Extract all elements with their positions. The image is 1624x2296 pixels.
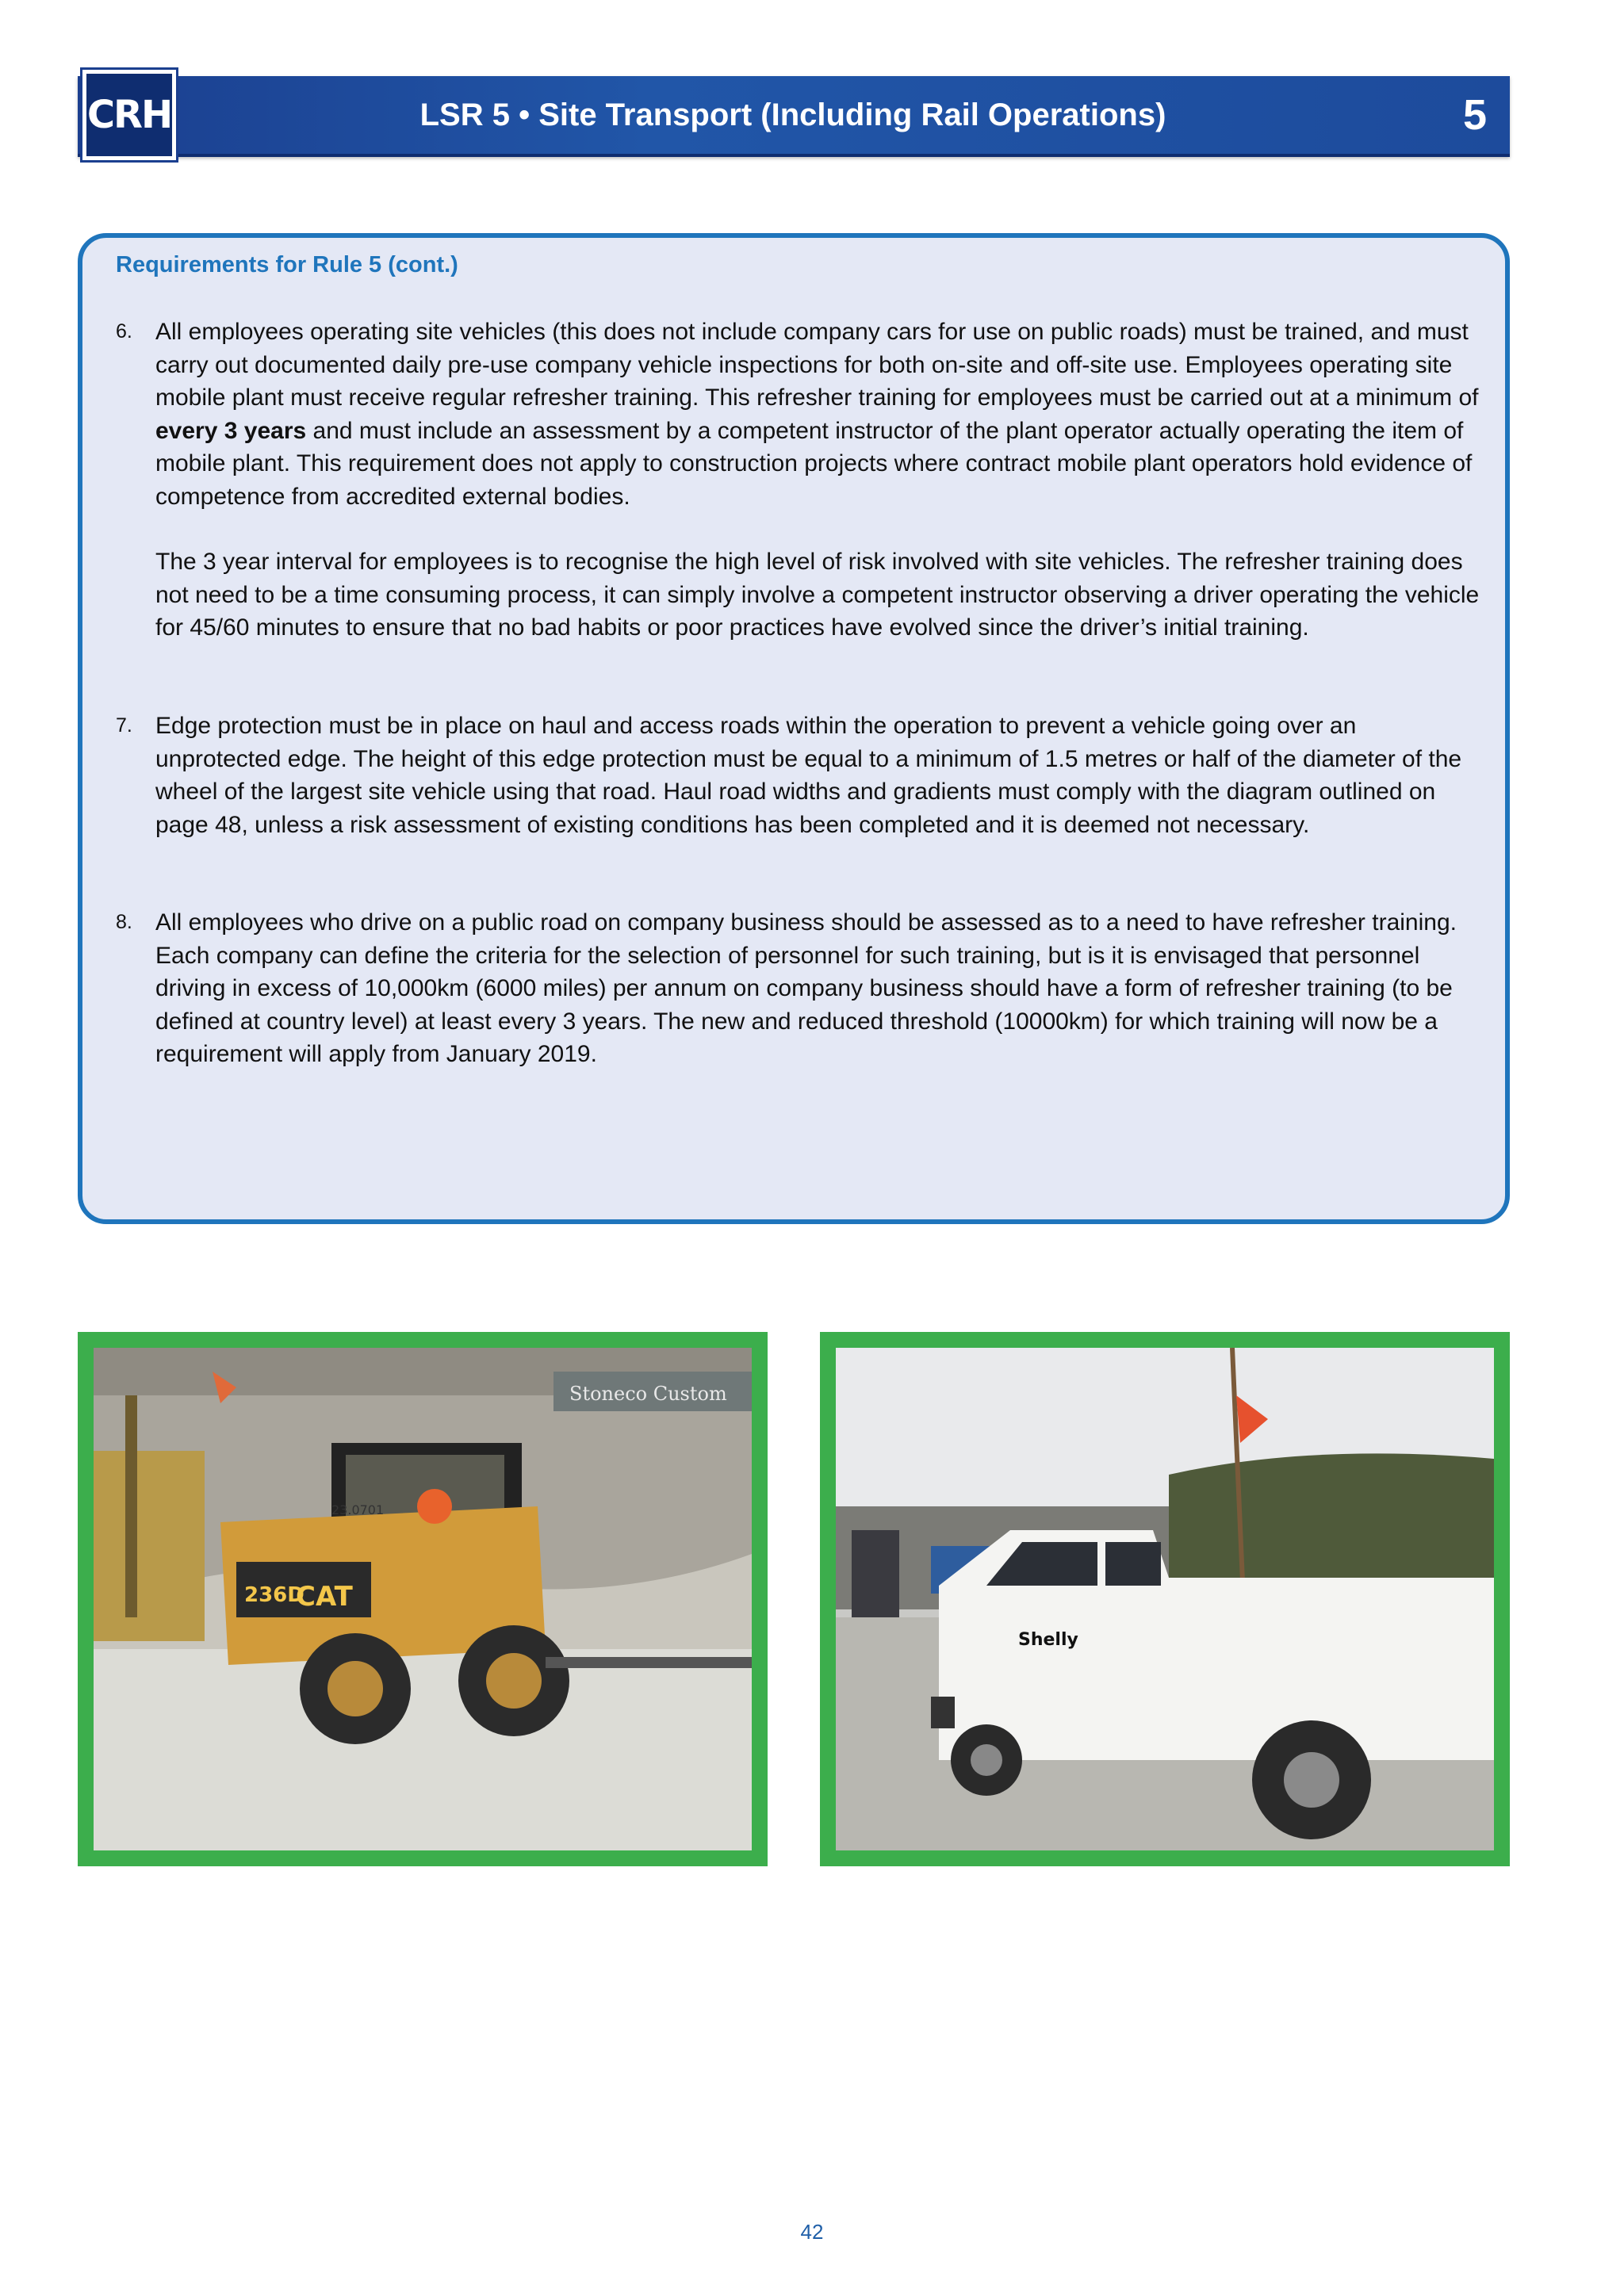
requirement-item-6 <box>116 316 1480 513</box>
requirement-item-6-note: The 3 year interval for employees is to recognise the high level of risk involved with site vehicles. The refresher training does not need to be a time consuming process, it can simply involve a competent instructor observing a driver operating the vehicle for 45/60 minutes to ensure that no bad habits or poor practices have evolved since the driver’s initial training. <box>155 549 1480 641</box>
item-text: Edge protection must be in place on haul and access roads within the operation to prevent a vehicle going over an unprotected edge. The height of this edge protection must be equal to a minimum of 1.5 metres or half of the diameter of the wheel of the largest site vehicle using that road. Haul road widths and gradients must comply with the diagram outlined on page 48, unless a risk assessment of existing conditions has been completed and it is deemed not necessary. <box>155 713 1462 838</box>
model-text: 236D <box>244 1583 304 1607</box>
unit-number: 23.0701 <box>331 1502 385 1517</box>
page-title: LSR 5 • Site Transport (Including Rail Operations) <box>419 97 1166 132</box>
item-text: All employees operating site vehicles (this does not include company cars for use on public roads) must be trained, and must carry out documented daily pre-use company vehicle inspections for both on-site and off-site use. Employees operating site mobile plant must receive regular refresher training. This refresher training for employees must be carried out at a minimum of every 3 years and must include an assessment by a competent instructor of the plant operator actually operating the item of mobile plant. This requirement does not apply to construction projects where contract mobile plant operators hold evidence of competence from accredited external bodies. <box>155 319 1479 510</box>
door-logo: Shelly <box>1018 1630 1078 1650</box>
crh-logo: CRH <box>82 70 176 160</box>
bold-phrase: every 3 years <box>155 417 307 444</box>
requirement-item-7 <box>116 710 1480 841</box>
requirements-title: Requirements for Rule 5 (cont.) <box>116 252 458 277</box>
photo-skid-steer <box>78 1332 768 1866</box>
page-number: 42 <box>800 2220 824 2244</box>
brand-text: CAT <box>296 1581 353 1613</box>
item-number: 8. <box>116 911 132 933</box>
section-number: 5 <box>1462 91 1488 139</box>
photo-pickup-truck <box>820 1332 1510 1866</box>
skid-steer-image <box>94 1348 752 1850</box>
pickup-truck-image <box>836 1348 1494 1850</box>
item-number: 7. <box>116 714 132 737</box>
item-number: 6. <box>116 320 132 342</box>
item-text: All employees who drive on a public road on company business should be assessed as to a need to have refresher training. Each company can define the criteria for the selection of personnel for such training, but is it is envisaged that personnel driving in excess of 10,000km (6000 miles) per annum on company business should have a form of refresher training (to be defined at country level) at least every 3 years. The new and reduced threshold (10000km) for which training will now be a requirement will apply from January 2019. <box>155 909 1457 1067</box>
requirement-item-8 <box>116 906 1480 1071</box>
sign-text: Stoneco Custom <box>569 1383 727 1405</box>
